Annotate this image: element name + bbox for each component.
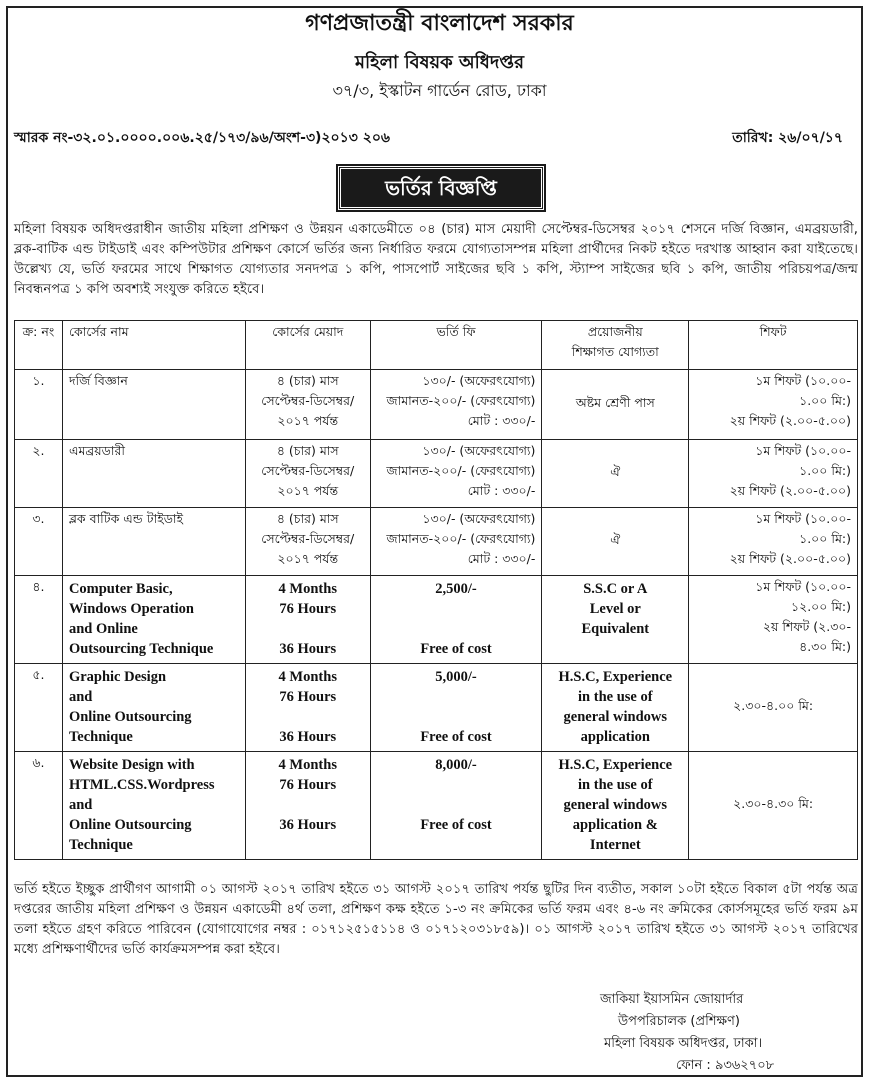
cell-duration-line: 4 Months xyxy=(278,581,337,597)
cell-qualification-line: S.S.C or A xyxy=(583,581,648,597)
cell-duration-line xyxy=(252,707,364,727)
notice-date: তারিখ: ২৬/০৭/১৭ xyxy=(732,130,843,146)
cell-qualification xyxy=(542,752,689,860)
cell-qualification xyxy=(542,664,689,752)
cell-fee-line: ১৩০/- (অফেরৎযোগ্য) xyxy=(422,511,536,526)
cell-shift-line: ১.০০ মি:) xyxy=(799,393,851,408)
cell-duration-line: 36 Hours xyxy=(279,729,337,745)
signatory-office: মহিলা বিষয়ক অধিদপ্তর, ঢাকা। xyxy=(604,1036,763,1051)
cell-fee xyxy=(370,664,542,752)
cell-qualification-line: Internet xyxy=(589,837,641,853)
cell-shift-line: ৪.৩০ মি:) xyxy=(799,639,851,654)
cell-duration-line: ২০১৭ পর্যন্ত xyxy=(277,483,339,498)
cell-qualification-line: H.S.C, Experience xyxy=(558,757,673,773)
cell-duration-line: ৪ (চার) মাস xyxy=(276,511,339,526)
cell-course-line: and xyxy=(68,689,93,705)
cell-fee-line xyxy=(377,619,536,639)
cell-course xyxy=(62,664,245,752)
cell-sl: ৫. xyxy=(15,664,63,752)
table-header-row xyxy=(15,321,858,370)
cell-duration xyxy=(245,440,370,508)
table-row xyxy=(15,370,858,440)
cell-course-line: Technique xyxy=(68,729,133,745)
cell-course-line: and xyxy=(68,797,93,813)
cell-shift-line: ১২.০০ মি:) xyxy=(790,599,851,614)
cell-qualification-line: general windows xyxy=(563,797,668,813)
govt-title: গণপ্রজাতন্ত্রী বাংলাদেশ সরকার xyxy=(305,11,574,36)
signatory-designation: উপপরিচালক (প্রশিক্ষণ) xyxy=(618,1014,740,1029)
table-row xyxy=(15,576,858,664)
cell-sl: ৪. xyxy=(15,576,63,664)
cell-duration-line: 76 Hours xyxy=(279,777,337,793)
intro-paragraph: মহিলা বিষয়ক অধিদপ্তরাধীন জাতীয় মহিলা প্রশিক্ষণ ও উন্নয়ন একাডেমীতে ০৪ (চার) মাস মেয়াদী সেপ্টেম্বর-ডিসেম্বর ২০১৭ শেসনে দর্জি বিজ্ঞান, এমব্রয়ডারী, ব্লক-বাটিক এন্ড টাইডাই এবং কম্পিউটার প্রশিক্ষণ কোর্সে ভর্তির জন্য নির্ধারিত ফরমে যোগ্যতাসম্পন্ন মহিলা প্রার্থীদের নিকট হইতে দরখাস্ত আহ্বান করা যাইতেছে। উল্লেখ্য যে, ভর্তি ফরমের সাথে শিক্ষাগত যোগ্যতার সনদপত্র ১ কপি, পাসপোর্ট সাইজের ছবি ১ কপি, স্ট্যাম্প সাইজের ছবি ১ কপি, জাতীয় পরিচয়পত্র/জন্ম নিবন্ধনপত্র ১ কপি অবশ্যই সংযুক্ত করিতে হইবে। xyxy=(14,222,858,297)
cell-shift xyxy=(689,664,858,752)
header-qual-line2: শিক্ষাগত যোগ্যতা xyxy=(571,344,659,359)
cell-sl: ৩. xyxy=(15,508,63,576)
cell-fee-line xyxy=(377,687,536,707)
cell-fee-line: জামানত-২০০/- (ফেরৎযোগ্য) xyxy=(386,463,536,478)
cell-duration xyxy=(245,370,370,440)
cell-fee xyxy=(370,576,542,664)
cell-fee-line xyxy=(377,707,536,727)
cell-shift xyxy=(689,752,858,860)
header-shift: শিফট xyxy=(689,321,858,370)
cell-shift-line: ২.৩০-৪.৩০ মি: xyxy=(733,795,814,811)
cell-qualification-line: application xyxy=(580,729,650,745)
cell-shift-line: ২য় শিফট (২.০০-৫.০০) xyxy=(729,413,851,428)
cell-course-line: Windows Operation xyxy=(68,601,194,617)
cell-course-line: HTML.CSS.Wordpress xyxy=(68,777,215,793)
table-row xyxy=(15,664,858,752)
cell-course-line: and Online xyxy=(68,621,138,637)
cell-qualification-line: অষ্টম শ্রেণী পাস xyxy=(575,394,655,410)
cell-duration-line xyxy=(252,619,364,639)
cell-shift-line: ১ম শিফট (১০.০০- xyxy=(755,579,851,594)
cell-shift-line: ১.০০ মি:) xyxy=(799,463,851,478)
cell-shift-line: ১.০০ মি:) xyxy=(799,531,851,546)
cell-duration-line: 36 Hours xyxy=(279,641,337,657)
cell-fee-line xyxy=(377,795,536,815)
cell-duration xyxy=(245,664,370,752)
cell-fee-line: মোট : ৩৩০/- xyxy=(467,413,536,428)
cell-shift-line: ১ম শিফট (১০.০০- xyxy=(755,373,851,388)
cell-course: দর্জি বিজ্ঞান xyxy=(62,370,245,440)
cell-shift-line: ১ম শিফট (১০.০০- xyxy=(755,443,851,458)
cell-qualification-line: in the use of xyxy=(578,777,653,793)
cell-shift xyxy=(689,370,858,440)
cell-fee xyxy=(370,752,542,860)
cell-fee-line: ১৩০/- (অফেরৎযোগ্য) xyxy=(422,443,536,458)
cell-qualification-line: H.S.C, Experience xyxy=(558,669,673,685)
cell-course-line: Technique xyxy=(68,837,133,853)
cell-fee-line: মোট : ৩৩০/- xyxy=(467,483,536,498)
cell-duration-line: ৪ (চার) মাস xyxy=(276,373,339,388)
cell-course xyxy=(62,752,245,860)
cell-shift xyxy=(689,440,858,508)
cell-course-line: Online Outsourcing xyxy=(68,709,192,725)
header-qualification xyxy=(542,321,689,370)
cell-sl: ১. xyxy=(15,370,63,440)
signatory-name: জাকিয়া ইয়াসমিন জোয়ার্দার xyxy=(600,992,744,1007)
cell-duration xyxy=(245,508,370,576)
cell-shift-line: ২য় শিফট (২.০০-৫.০০) xyxy=(729,551,851,566)
cell-fee-line: Free of cost xyxy=(420,641,492,657)
cell-fee-line: 8,000/- xyxy=(435,757,477,773)
cell-duration-line: সেপ্টেম্বর-ডিসেম্বর/ xyxy=(261,393,355,408)
cell-qualification xyxy=(542,508,689,576)
cell-shift-line: ২য় শিফট (২.০০-৫.০০) xyxy=(729,483,851,498)
cell-fee-line: 5,000/- xyxy=(435,669,477,685)
cell-fee xyxy=(370,440,542,508)
course-table xyxy=(14,320,858,860)
footer-paragraph: ভর্তি হইতে ইচ্ছুক প্রার্থীগণ আগামী ০১ আগস্ট ২০১৭ তারিখ হইতে ৩১ আগস্ট ২০১৭ তারিখ পর্যন্ত ছুটির দিন ব্যতীত, সকাল ১০টা হইতে বিকাল ৫টা পর্যন্ত অত্র দপ্তরের জাতীয় মহিলা প্রশিক্ষণ ও উন্নয়ন একাডেমী ৪র্থ তলা, প্রশিক্ষণ কক্ষ হইতে ১-৩ নং ক্রমিকের ভর্তি ফরম এবং ৪-৬ নং ক্রমিকের কোর্সসমূহের ভর্তি ফরম ৯ম তলা হইতে গ্রহণ করিতে পারিবেন (যোগাযোগের নম্বর : ০১৭১২৫১৫১১৪ ও ০১৭১২০৩১৮৫৯)। ০১ আগস্ট ২০১৭ তারিখ হইতে ৩১ আগস্ট ২০১৭ তারিখের মধ্যে প্রশিক্ষণার্থীদের ভর্তি কার্যক্রমসম্পন্ন করা হইবে। xyxy=(14,882,858,957)
cell-duration-line: ২০১৭ পর্যন্ত xyxy=(277,551,339,566)
cell-duration-line: সেপ্টেম্বর-ডিসেম্বর/ xyxy=(261,531,355,546)
cell-sl: ২. xyxy=(15,440,63,508)
cell-qualification-line: application & xyxy=(572,817,658,833)
memo-number: স্মারক নং-৩২.০১.০০০০.০০৬.২৫/১৭৩/৯৬/অংশ-৩)২০১৩ ২০৬ xyxy=(14,130,391,146)
table-row xyxy=(15,752,858,860)
cell-fee xyxy=(370,370,542,440)
cell-qualification-line: Equivalent xyxy=(581,621,650,637)
cell-duration-line: ৪ (চার) মাস xyxy=(276,443,339,458)
cell-duration-line xyxy=(252,795,364,815)
cell-duration-line: 76 Hours xyxy=(279,689,337,705)
cell-shift-line: ২.৩০-৪.০০ মি: xyxy=(733,697,814,713)
dept-address: ৩৭/৩, ইস্কাটন গার্ডেন রোড, ঢাকা xyxy=(332,81,547,100)
table-row xyxy=(15,440,858,508)
cell-shift-line: ১ম শিফট (১০.০০- xyxy=(755,511,851,526)
cell-qualification-line: in the use of xyxy=(578,689,653,705)
cell-fee-line: 2,500/- xyxy=(435,581,477,597)
cell-shift xyxy=(689,508,858,576)
header-duration: কোর্সের মেয়াদ xyxy=(245,321,370,370)
cell-course-line: Outsourcing Technique xyxy=(68,641,214,657)
cell-qualification xyxy=(542,370,689,440)
cell-fee-line: জামানত-২০০/- (ফেরৎযোগ্য) xyxy=(386,393,536,408)
cell-qualification xyxy=(542,576,689,664)
signatory-phone: ফোন : ৯৩৬২৭০৮ xyxy=(676,1058,775,1073)
cell-fee-line: Free of cost xyxy=(420,729,492,745)
dept-title: মহিলা বিষয়ক অধিদপ্তর xyxy=(354,52,525,73)
cell-qualification xyxy=(542,440,689,508)
cell-fee xyxy=(370,508,542,576)
cell-duration-line: 4 Months xyxy=(278,669,337,685)
cell-duration-line: 36 Hours xyxy=(279,817,337,833)
header-sl: ক্র: নং xyxy=(15,321,63,370)
cell-fee-line: Free of cost xyxy=(420,817,492,833)
cell-sl: ৬. xyxy=(15,752,63,860)
cell-duration-line: ২০১৭ পর্যন্ত xyxy=(277,413,339,428)
cell-duration-line: 4 Months xyxy=(278,757,337,773)
cell-duration xyxy=(245,576,370,664)
cell-course-line: Computer Basic, xyxy=(68,581,173,597)
cell-duration-line: 76 Hours xyxy=(279,601,337,617)
cell-course: ব্লক বাটিক এন্ড টাইডাই xyxy=(62,508,245,576)
notice-banner: ভর্তির বিজ্ঞপ্তি xyxy=(338,166,544,210)
cell-fee-line: জামানত-২০০/- (ফেরৎযোগ্য) xyxy=(386,531,536,546)
table-row xyxy=(15,508,858,576)
cell-duration-line: সেপ্টেম্বর-ডিসেম্বর/ xyxy=(261,463,355,478)
cell-fee-line xyxy=(377,775,536,795)
cell-course-line: Graphic Design xyxy=(68,669,167,685)
cell-duration xyxy=(245,752,370,860)
header-fee: ভর্তি ফি xyxy=(370,321,542,370)
cell-shift-line: ২য় শিফট (২.৩০- xyxy=(762,619,851,634)
cell-qualification-line: ঐ xyxy=(610,463,621,479)
cell-course xyxy=(62,576,245,664)
cell-qualification-line: Level or xyxy=(589,601,641,617)
cell-course-line: Website Design with xyxy=(68,757,195,773)
cell-fee-line: মোট : ৩৩০/- xyxy=(467,551,536,566)
cell-shift xyxy=(689,576,858,664)
cell-course: এমব্রয়ডারী xyxy=(62,440,245,508)
header-course: কোর্সের নাম xyxy=(62,321,245,370)
header-qual-line1: প্রয়োজনীয় xyxy=(587,324,643,339)
cell-fee-line xyxy=(377,599,536,619)
cell-course-line: Online Outsourcing xyxy=(68,817,192,833)
cell-qualification-line: ঐ xyxy=(610,531,621,547)
cell-fee-line: ১৩০/- (অফেরৎযোগ্য) xyxy=(422,373,536,388)
cell-qualification-line: general windows xyxy=(563,709,668,725)
